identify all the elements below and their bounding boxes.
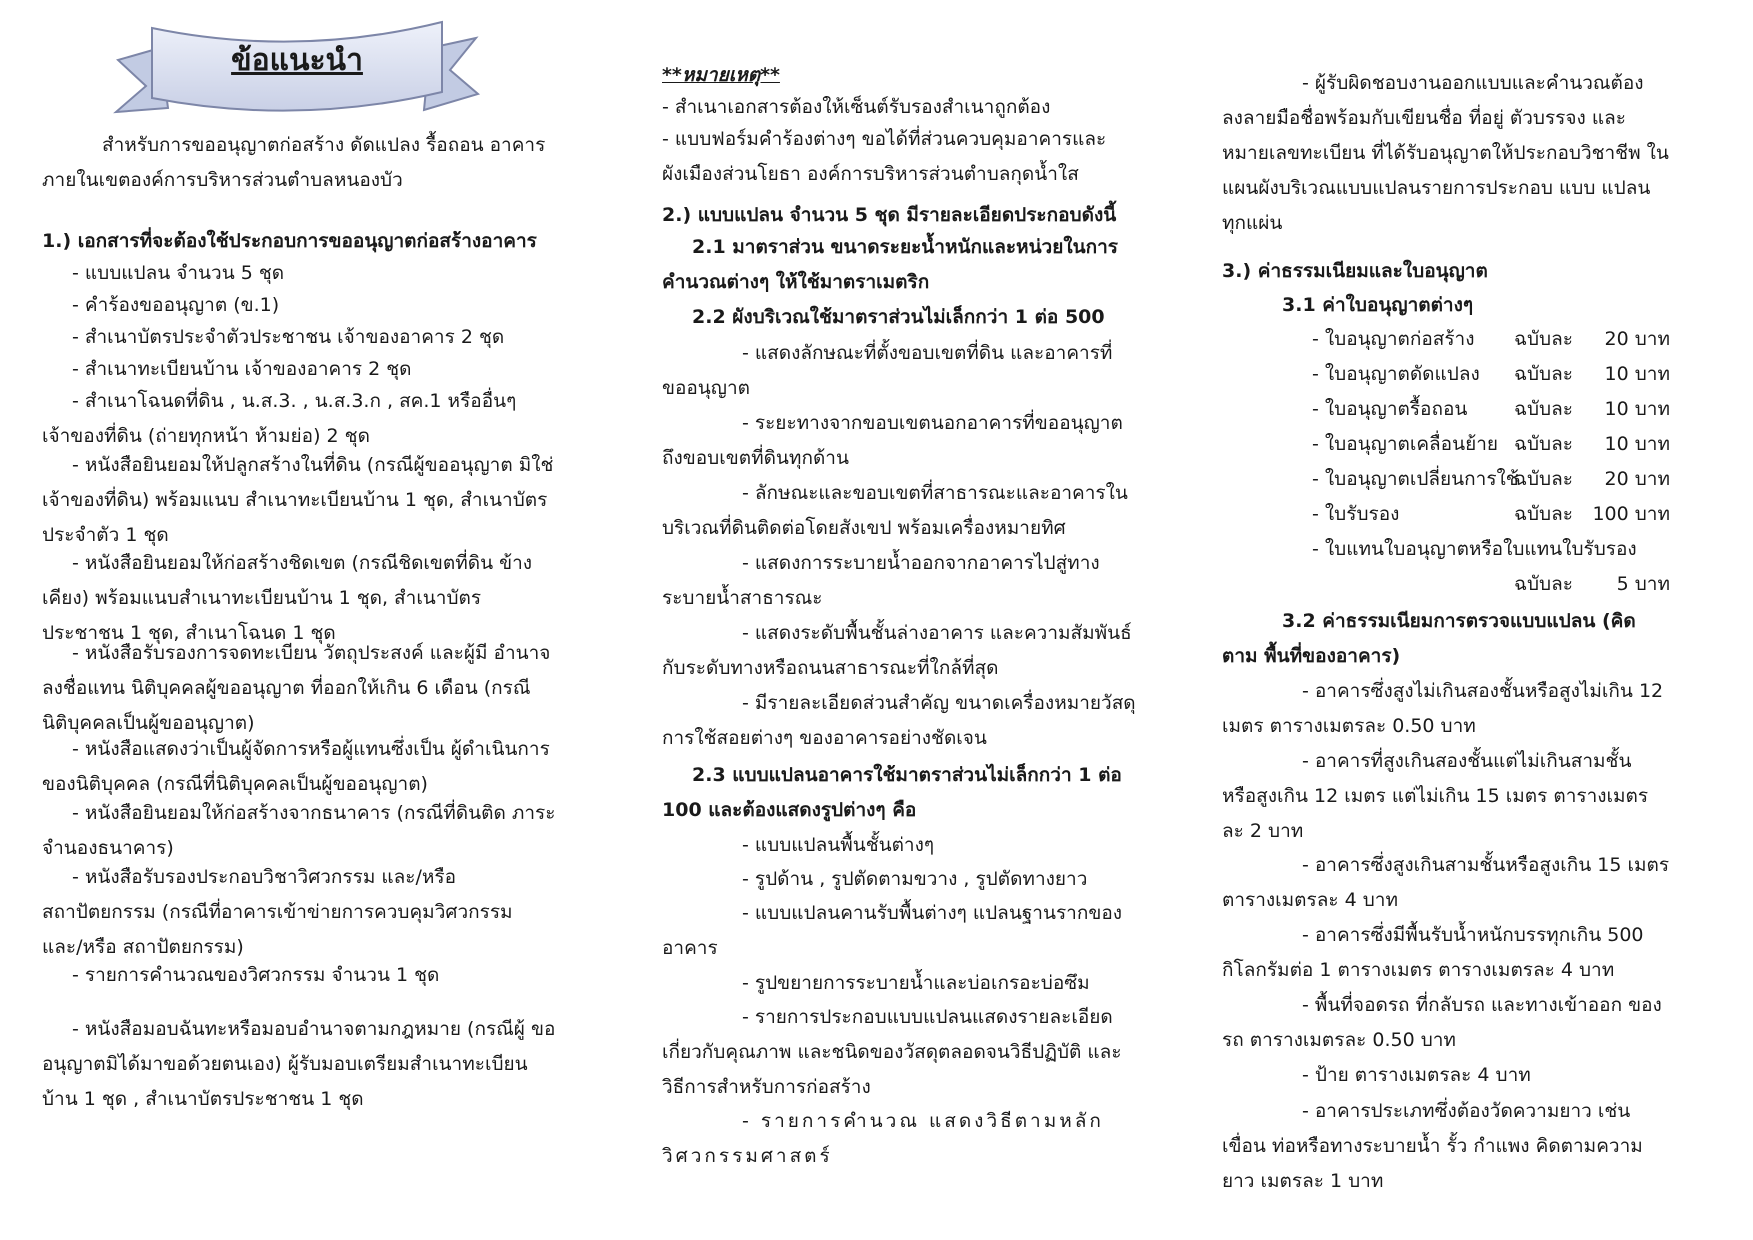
doc-item: - คำร้องขออนุญาต (ข.1): [72, 294, 280, 316]
fee-name: - ใบอนุญาตก่อสร้าง: [1312, 328, 1475, 350]
doc-item: - หนังสือรับรองประกอบวิชาวิศวกรรม และ/หรือ สถาปัตยกรรม (กรณีที่อาคารเข้าข่ายการควบคุมวิศวกรรม และ/หรือ สถาปัตยกรรม): [42, 866, 513, 958]
doc-item: - รายการคำนวณของวิศวกรรม จำนวน 1 ชุด: [72, 964, 440, 986]
fee-unit: ฉบับละ: [1514, 363, 1573, 385]
note-heading: **หมายเหตุ**: [662, 64, 780, 86]
fee-row: [1222, 532, 1670, 567]
subsection-3-2: 3.2 ค่าธรรมเนียมการตรวจแบบแปลน (คิดตาม พื้นที่ของอาคาร): [1222, 610, 1636, 667]
fee-row: [1222, 322, 1670, 357]
fee-amount: 10 บาท: [1604, 433, 1670, 455]
inspection-fee-item: - ป้าย ตารางเมตรละ 4 บาท: [1302, 1064, 1531, 1086]
doc-item: - สำเนาโฉนดที่ดิน , น.ส.3. , น.ส.3.ก , สค.1 หรืออื่นๆ เจ้าของที่ดิน (ถ่ายทุกหน้า ห้ามย่อ) 2 ชุด: [42, 390, 517, 447]
plan-item: - แสดงการระบายน้ำออกจากอาคารไปสู่ทาง ระบายน้ำสาธารณะ: [662, 552, 1100, 609]
inspection-fee-item: - อาคารซึ่งสูงเกินสามชั้นหรือสูงเกิน 15 เมตร ตารางเมตรละ 4 บาท: [1222, 854, 1670, 911]
section-3-heading: 3.) ค่าธรรมเนียมและใบอนุญาต: [1222, 260, 1488, 282]
subsection-2-1: 2.1 มาตราส่วน ขนาดระยะน้ำหนักและหน่วยในการ คำนวณต่างๆ ให้ใช้มาตราเมตริก: [662, 236, 1119, 293]
drawing-item: - รายการประกอบแบบแปลนแสดงรายละเอียด เกี่ยวกับคุณภาพ และชนิดของวัสดุตลอดจนวิธีปฏิบัติ และ วิธีการสำหรับการก่อสร้าง: [662, 1006, 1122, 1098]
fee-name: - ใบอนุญาตเปลี่ยนการใช้: [1312, 468, 1519, 490]
plan-item: - แสดงลักษณะที่ตั้งขอบเขตที่ดิน และอาคารที่ ขออนุญาต: [662, 342, 1113, 399]
banner-title: ข้อแนะนำ: [231, 43, 363, 78]
fee-row: [1222, 567, 1670, 602]
section-2-heading: 2.) แบบแปลน จำนวน 5 ชุด มีรายละเอียดประกอบดังนี้: [662, 204, 1117, 226]
section-1-heading: 1.) เอกสารที่จะต้องใช้ประกอบการขออนุญาตก่อสร้างอาคาร: [42, 230, 537, 252]
doc-item: - แบบแปลน จำนวน 5 ชุด: [72, 262, 285, 284]
doc-item: - สำเนาทะเบียนบ้าน เจ้าของอาคาร 2 ชุด: [72, 358, 412, 380]
fee-row: [1222, 462, 1670, 497]
inspection-fee-item: - อาคารที่สูงเกินสองชั้นแต่ไม่เกินสามชั้น หรือสูงเกิน 12 เมตร แต่ไม่เกิน 15 เมตร ตารางเมตร ละ 2 บาท: [1222, 750, 1649, 842]
fee-name: - ใบแทนใบอนุญาตหรือใบแทนใบรับรอง: [1312, 538, 1637, 560]
drawing-item: - แบบแปลนคานรับพื้นต่างๆ แปลนฐานรากของ อาคาร: [662, 902, 1123, 959]
plan-item: - ลักษณะและขอบเขตที่สาธารณะและอาคารใน บริเวณที่ดินติดต่อโดยสังเขป พร้อมเครื่องหมายทิศ: [662, 482, 1128, 539]
fee-amount: 100 บาท: [1592, 503, 1670, 525]
fee-unit: ฉบับละ: [1514, 328, 1573, 350]
fee-unit: ฉบับละ: [1514, 503, 1573, 525]
doc-item: - หนังสือยินยอมให้ปลูกสร้างในที่ดิน (กรณีผู้ขออนุญาต มิใช่เจ้าของที่ดิน) พร้อมแนบ สำเนาทะเบียนบ้าน 1 ชุด, สำเนาบัตรประจำตัว 1 ชุด: [42, 454, 554, 546]
fee-amount: 20 บาท: [1604, 468, 1670, 490]
fee-row: [1222, 357, 1670, 392]
drawing-item: - รูปขยายการระบายน้ำและบ่อเกรอะบ่อซึม: [742, 972, 1090, 994]
drawing-item: - รูปด้าน , รูปตัดตามขวาง , รูปตัดทางยาว: [742, 868, 1088, 890]
drawing-item: - แบบแปลนพื้นชั้นต่างๆ: [742, 834, 935, 856]
inspection-fee-item: - พื้นที่จอดรถ ที่กลับรถ และทางเข้าออก ของรถ ตารางเมตรละ 0.50 บาท: [1222, 994, 1662, 1051]
fee-name: - ใบอนุญาตรื้อถอน: [1312, 398, 1468, 420]
fee-amount: 10 บาท: [1604, 398, 1670, 420]
inspection-fee-item: - อาคารประเภทซึ่งต้องวัดความยาว เช่น เขื่อน ท่อหรือทางระบายน้ำ รั้ว กำแพง คิดตามความ ยาว เมตรละ 1 บาท: [1222, 1100, 1643, 1192]
fee-name: - ใบอนุญาตเคลื่อนย้าย: [1312, 433, 1499, 455]
plan-item: - มีรายละเอียดส่วนสำคัญ ขนาดเครื่องหมายวัสดุ การใช้สอยต่างๆ ของอาคารอย่างชัดเจน: [662, 692, 1136, 749]
subsection-2-2: 2.2 ผังบริเวณใช้มาตราส่วนไม่เล็กกว่า 1 ต่อ 500: [692, 306, 1105, 328]
fee-unit: ฉบับละ: [1514, 433, 1573, 455]
drawing-item: - รายการคำนวณ แสดงวิธีตามหลัก วิศวกรรมศาสตร์: [662, 1110, 1104, 1167]
fee-row: [1222, 392, 1670, 427]
note-item: - สำเนาเอกสารต้องให้เซ็นต์รับรองสำเนาถูกต้อง: [662, 96, 1051, 118]
fee-amount: 10 บาท: [1604, 363, 1670, 385]
doc-item: - หนังสือแสดงว่าเป็นผู้จัดการหรือผู้แทนซึ่งเป็น ผู้ดำเนินการของนิติบุคคล (กรณีที่นิติบุคคลเป็นผู้ขออนุญาต): [42, 738, 550, 795]
plan-item: - ระยะทางจากขอบเขตนอกอาคารที่ขออนุญาต ถึงขอบเขตที่ดินทุกด้าน: [662, 412, 1123, 469]
fee-unit: ฉบับละ: [1514, 398, 1573, 420]
doc-item: - หนังสือมอบฉันทะหรือมอบอำนาจตามกฎหมาย (กรณีผู้ ขออนุญาตมิได้มาขอด้วยตนเอง) ผู้รับมอบเตรียมสำเนาทะเบียน บ้าน 1 ชุด , สำเนาบัตรประชาชน 1 ชุด: [42, 1018, 556, 1110]
fee-row: [1222, 427, 1670, 462]
subsection-2-3: 2.3 แบบแปลนอาคารใช้มาตราส่วนไม่เล็กกว่า 1 ต่อ 100 และต้องแสดงรูปต่างๆ คือ: [662, 764, 1122, 821]
doc-item: - หนังสือยินยอมให้ก่อสร้างจากธนาคาร (กรณีที่ดินติด ภาระจำนองธนาคาร): [42, 802, 556, 859]
inspection-fee-item: - อาคารซึ่งมีพื้นรับน้ำหนักบรรทุกเกิน 500 กิโลกรัมต่อ 1 ตารางเมตร ตารางเมตรละ 4 บาท: [1222, 924, 1644, 981]
fee-unit: ฉบับละ: [1514, 573, 1573, 595]
designer-signature-paragraph: - ผู้รับผิดชอบงานออกแบบและคำนวณต้อง ลงลายมือชื่อพร้อมกับเขียนชื่อ ที่อยู่ ตัวบรรจง และ หมายเลขทะเบียน ที่ได้รับอนุญาตให้ประกอบวิชาชีพ ในแผนผังบริเวณแบบแปลนรายการประกอบ แบบ แปลนทุกแผ่น: [1222, 72, 1669, 234]
title-banner: [112, 8, 482, 126]
subsection-3-1: 3.1 ค่าใบอนุญาตต่างๆ: [1282, 294, 1474, 316]
fee-amount: 20 บาท: [1604, 328, 1670, 350]
fee-amount: 5 บาท: [1616, 573, 1670, 595]
doc-item: - หนังสือยินยอมให้ก่อสร้างชิดเขต (กรณีชิดเขตที่ดิน ข้างเคียง) พร้อมแนบสำเนาทะเบียนบ้าน 1 ชุด, สำเนาบัตร ประชาชน 1 ชุด, สำเนาโฉนด 1 ชุด: [42, 552, 533, 644]
fee-unit: ฉบับละ: [1514, 468, 1573, 490]
fee-row: [1222, 497, 1670, 532]
intro-paragraph: สำหรับการขออนุญาตก่อสร้าง ดัดแปลง รื้อถอน อาคารภายในเขตองค์การบริหารส่วนตำบลหนองบัว: [42, 134, 546, 191]
fee-name: - ใบรับรอง: [1312, 503, 1400, 525]
doc-item: - หนังสือรับรองการจดทะเบียน วัตถุประสงค์ และผู้มี อำนาจลงชื่อแทน นิติบุคคลผู้ขออนุญาต ที่ออกให้เกิน 6 เดือน (กรณีนิติบุคคลเป็นผู้ขออนุญาต): [42, 642, 551, 734]
plan-item: - แสดงระดับพื้นชั้นล่างอาคาร และความสัมพันธ์ กับระดับทางหรือถนนสาธารณะที่ใกล้ที่สุด: [662, 622, 1132, 679]
note-item: - แบบฟอร์มคำร้องต่างๆ ขอได้ที่ส่วนควบคุมอาคารและ ผังเมืองส่วนโยธา องค์การบริหารส่วนตำบลกุดน้ำใส: [662, 128, 1107, 185]
inspection-fee-item: - อาคารซึ่งสูงไม่เกินสองชั้นหรือสูงไม่เกิน 12 เมตร ตารางเมตรละ 0.50 บาท: [1222, 680, 1664, 737]
fee-name: - ใบอนุญาตดัดแปลง: [1312, 363, 1480, 385]
doc-item: - สำเนาบัตรประจำตัวประชาชน เจ้าของอาคาร 2 ชุด: [72, 326, 505, 348]
